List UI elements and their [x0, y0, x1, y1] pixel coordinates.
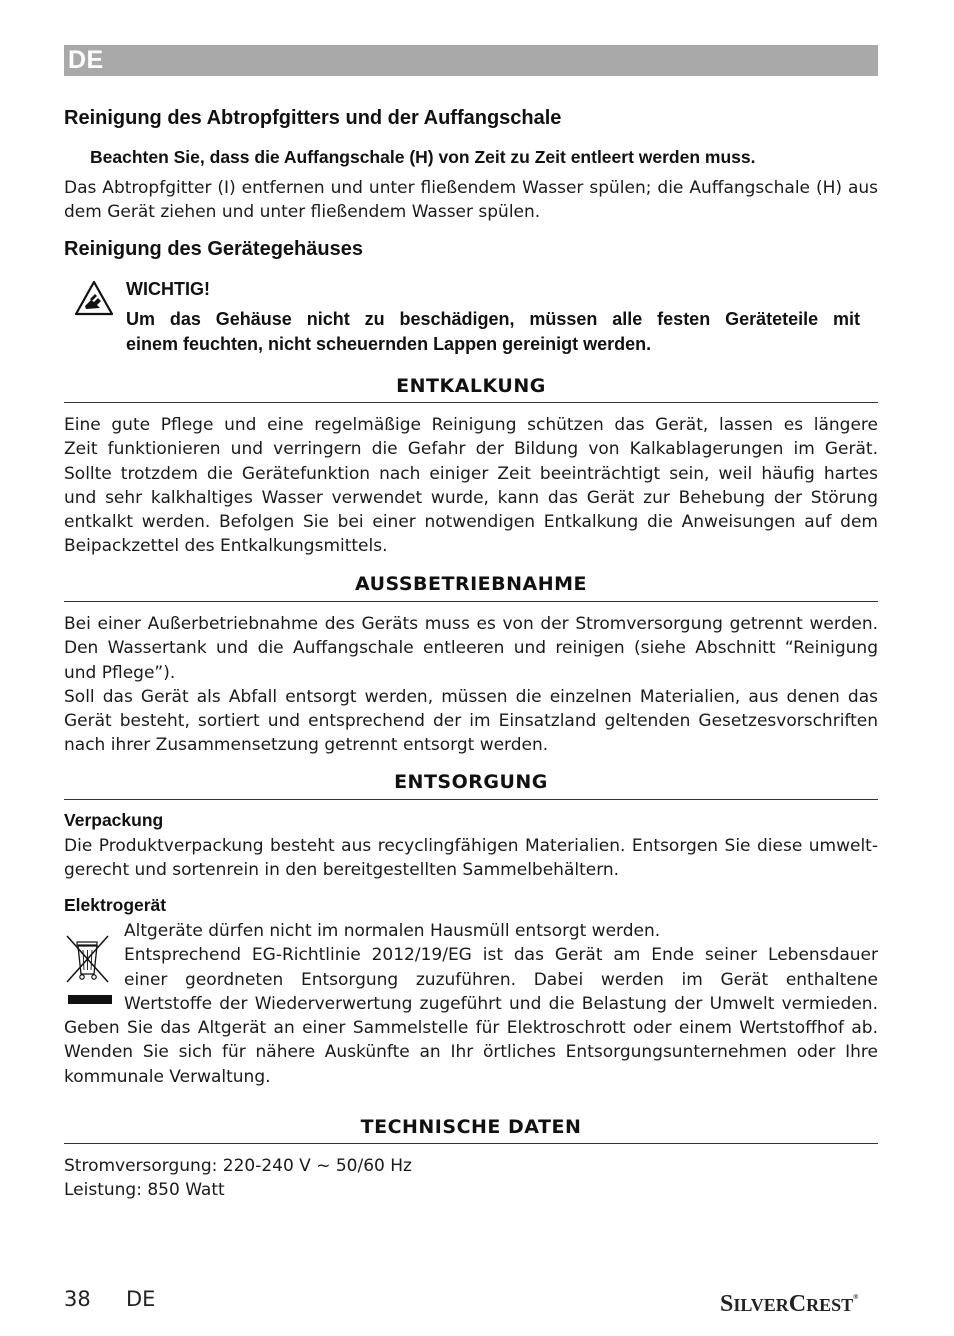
- paragraph-weee-indented: [124, 919, 878, 1016]
- warning-text: [126, 307, 860, 356]
- paragraph-cleaning-grid: [64, 176, 878, 225]
- section-divider: [64, 799, 878, 800]
- brand-logo: [720, 1291, 858, 1318]
- section-title-descaling: ENTKALKUNG: [396, 375, 546, 397]
- text-line: Beipackzettel des Entkalkungsmittels.: [64, 536, 388, 557]
- text-line: Wenden Sie sich für nähere Auskünfte an Ihr örtliches Entsorgungsunternehmen oder Ihre: [64, 1042, 878, 1063]
- text-line: kommunale Verwaltung.: [64, 1066, 271, 1087]
- brand-part: ILVER: [733, 1295, 789, 1315]
- text-line: und Pflege”).: [64, 662, 176, 683]
- text-line: Zeit funktionieren und verringern die Gefahr der Bildung von Kalkablagerungen im Gerät.: [64, 439, 878, 460]
- section-title-disposal: ENTSORGUNG: [394, 771, 548, 793]
- heading-cleaning-housing: Reinigung des Gerätegehäuses: [64, 238, 363, 260]
- text-line: Bei einer Außerbetriebnahme des Geräts muss es von der Stromversorgung getrennt werden.: [64, 614, 878, 634]
- section-title-decommission: AUSSBETRIEBNAHME: [354, 573, 588, 595]
- text-line: Den Wassertank und die Auffangschale entleeren und reinigen (siehe Abschnitt “Reinigung: [64, 638, 878, 659]
- paragraph-decommission: [64, 612, 878, 758]
- heading-cleaning-grid: Reinigung des Abtropfgitters und der Auffangschale: [64, 107, 562, 129]
- note-drip-tray: Beachten Sie, dass die Auffangschale (H) von Zeit zu Zeit entleert werden muss.: [90, 147, 756, 167]
- crossed-out-wheelie-bin-icon: [64, 932, 114, 1010]
- registered-mark: ®: [853, 1293, 859, 1301]
- footer-language: DE: [126, 1287, 156, 1311]
- subheading-electrical-device: Elektrogerät: [64, 895, 167, 915]
- text-line: Wertstoffe der Wiederverwertung zugeführt und die Belastung der Umwelt vermieden.: [124, 993, 878, 1014]
- warning-line: einem feuchten, nicht scheuernden Lappen gereinigt werden.: [126, 333, 652, 354]
- brand-part: C: [788, 1291, 807, 1317]
- brand-part: REST: [806, 1295, 854, 1315]
- text-line: Soll das Gerät als Abfall entsorgt werden, müssen die einzelnen Materialien, aus denen das: [64, 686, 878, 707]
- language-label: DE: [68, 46, 104, 74]
- text-line: Altgeräte dürfen nicht im normalen Hausmüll entsorgt werden.: [124, 921, 661, 941]
- paragraph-weee-full: [64, 1016, 878, 1089]
- warning-title: WICHTIG!: [126, 279, 210, 299]
- language-bar: [64, 45, 878, 76]
- text-line: Das Abtropfgitter (I) entfernen und unter fließendem Wasser spülen; die Auffangschale (H) aus: [64, 178, 878, 198]
- section-divider: [64, 402, 878, 403]
- text-line: Die Produktverpackung besteht aus recyclingfähigen Materialien. Entsorgen Sie diese umwelt-: [64, 836, 878, 856]
- text-line: und sehr kalkhaltiges Wasser verwendet wurde, kann das Gerät zur Behebung der Störung: [64, 487, 878, 508]
- section-title-specs: TECHNISCHE DATEN: [360, 1116, 582, 1138]
- specs-list: [64, 1154, 878, 1203]
- text-line: Entsprechend EG-Richtlinie 2012/19/EG ist das Gerät am Ende seiner Lebensdauer: [124, 945, 878, 966]
- section-divider: [64, 601, 878, 602]
- text-line: Sollte trotzdem die Gerätefunktion nach einiger Zeit beeinträchtigt sein, weil häufig hartes: [64, 463, 878, 484]
- brand-part: S: [720, 1291, 734, 1317]
- text-line: nach ihrer Zusammensetzung getrennt entsorgt werden.: [64, 735, 549, 756]
- spec-wattage: Leistung: 850 Watt: [64, 1180, 225, 1201]
- page-number: 38: [64, 1287, 91, 1311]
- paragraph-packaging: [64, 834, 878, 883]
- spec-power-supply: Stromversorgung: 220-240 V ~ 50/60 Hz: [64, 1156, 412, 1176]
- text-line: Gerät besteht, sortiert und entsprechend der im Einsatzland geltenden Gesetzesvorschriften: [64, 711, 878, 732]
- text-line: entkalkt werden. Befolgen Sie bei einer notwendigen Entkalkung die Anweisungen auf dem: [64, 512, 878, 533]
- subheading-packaging: Verpackung: [64, 810, 164, 830]
- paragraph-descaling: [64, 413, 878, 559]
- text-line: Geben Sie das Altgerät an einer Sammelstelle für Elektroschrott oder einem Wertstoffhof ab.: [64, 1018, 878, 1038]
- text-line: dem Gerät ziehen und unter fließendem Wasser spülen.: [64, 202, 541, 223]
- text-line: gerecht und sortenrein in den bereitgestellten Sammelbehältern.: [64, 860, 620, 881]
- text-line: Eine gute Pflege und eine regelmäßige Reinigung schützen das Gerät, lassen es längere: [64, 415, 878, 435]
- text-line: einer geordneten Entsorgung zuzuführen. Dabei werden im Gerät enthaltene: [124, 969, 878, 990]
- warning-line: Um das Gehäuse nicht zu beschädigen, müssen alle festen Geräteteile mit: [126, 309, 860, 329]
- hand-hazard-warning-icon: [74, 280, 114, 316]
- section-divider: [64, 1143, 878, 1144]
